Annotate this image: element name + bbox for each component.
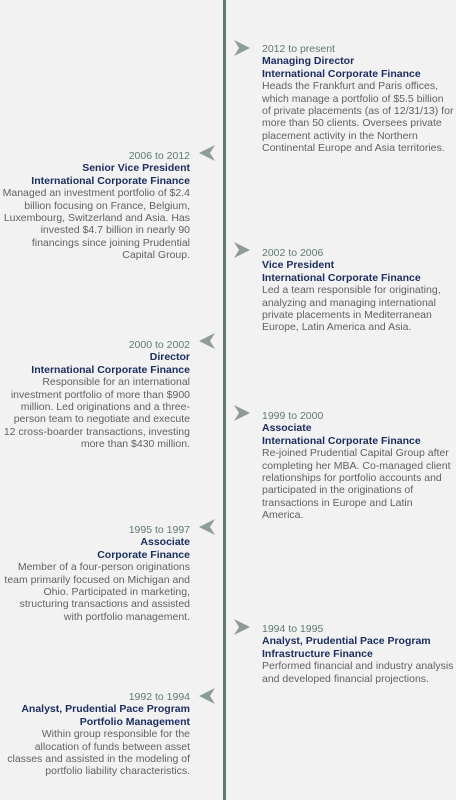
entry-title: Managing Director — [262, 55, 355, 68]
entry-date: 2012 to present — [262, 43, 335, 55]
timeline-entry — [262, 410, 454, 522]
entry-date: 1992 to 1994 — [128, 691, 190, 703]
entry-department: Infrastructure Finance — [262, 647, 373, 660]
entry-description: Heads the Frankfurt and Paris offices, which manage a portfolio of $5.5 billion of private placements (as of 12/31/13) for more than 50 clients. Oversees private placement activity in the Northern Continental Europe and Asia territories. — [262, 80, 454, 155]
entry-date: 2002 to 2006 — [262, 247, 324, 259]
entry-description: Performed financial and industry analysis and developed financial projections. — [262, 660, 454, 685]
entry-department: International Corporate Finance — [31, 363, 190, 376]
entry-date: 1995 to 1997 — [128, 524, 190, 536]
entry-title: Analyst, Prudential Pace Program — [21, 703, 190, 716]
timeline-spine — [223, 0, 226, 800]
entry-title: Associate — [140, 536, 190, 549]
entry-description: Member of a four-person originations team primarily focused on Michigan and Ohio. Participated in marketing, structuring transactions and assisted with portfolio management. — [4, 561, 190, 623]
entry-department: International Corporate Finance — [31, 174, 190, 187]
timeline-entry — [2, 691, 190, 778]
entry-department: Corporate Finance — [97, 548, 190, 561]
timeline-entry — [262, 43, 454, 155]
entry-description: Responsible for an international investment portfolio of more than $900 million. Led originations and a three-person team to negotiate and execute 12 cross-boarder transactions, investing more than $430 million. — [3, 376, 190, 451]
arrow-left-icon — [197, 686, 217, 706]
entry-department: International Corporate Finance — [262, 434, 421, 447]
entry-description: Led a team responsible for originating, analyzing and managing international private placements in Mediterranean Europe, Latin America and Asia. — [262, 284, 441, 334]
arrow-left-icon — [197, 517, 217, 537]
arrow-right-icon — [232, 240, 252, 260]
timeline-entry — [2, 524, 190, 623]
entry-title: Analyst, Prudential Pace Program — [262, 635, 431, 648]
entry-date: 2000 to 2002 — [128, 339, 190, 351]
arrow-left-icon — [197, 331, 217, 351]
arrow-left-icon — [197, 143, 217, 163]
timeline-entry — [2, 339, 190, 451]
entry-department: International Corporate Finance — [262, 67, 421, 80]
entry-title: Associate — [262, 422, 312, 435]
arrow-right-icon — [232, 617, 252, 637]
entry-description: Re-joined Prudential Capital Group after completing her MBA. Co-managed client relationships for portfolio accounts and participated in the originations of transactions in Europe and Latin America. — [262, 447, 451, 522]
entry-department: International Corporate Finance — [262, 271, 421, 284]
entry-date: 1999 to 2000 — [262, 410, 324, 422]
entry-title: Vice President — [262, 259, 335, 272]
timeline-entry — [2, 150, 190, 262]
entry-date: 2006 to 2012 — [128, 150, 190, 162]
entry-department: Portfolio Management — [79, 715, 190, 728]
arrow-right-icon — [232, 403, 252, 423]
timeline-entry — [262, 623, 454, 685]
entry-date: 1994 to 1995 — [262, 623, 324, 635]
timeline-entry — [262, 247, 454, 334]
entry-title: Director — [149, 351, 190, 364]
arrow-right-icon — [232, 38, 252, 58]
entry-title: Senior Vice President — [82, 162, 190, 175]
entry-description: Within group responsible for the allocation of funds between asset classes and assisted in the modeling of portfolio liability characteristics. — [7, 728, 190, 778]
entry-description: Managed an investment portfolio of $2.4 billion focusing on France, Belgium, Luxembourg, Switzerland and Asia. Has invested $4.7 billion in nearly 90 financings since joining Prudential Capital Group. — [2, 187, 190, 262]
